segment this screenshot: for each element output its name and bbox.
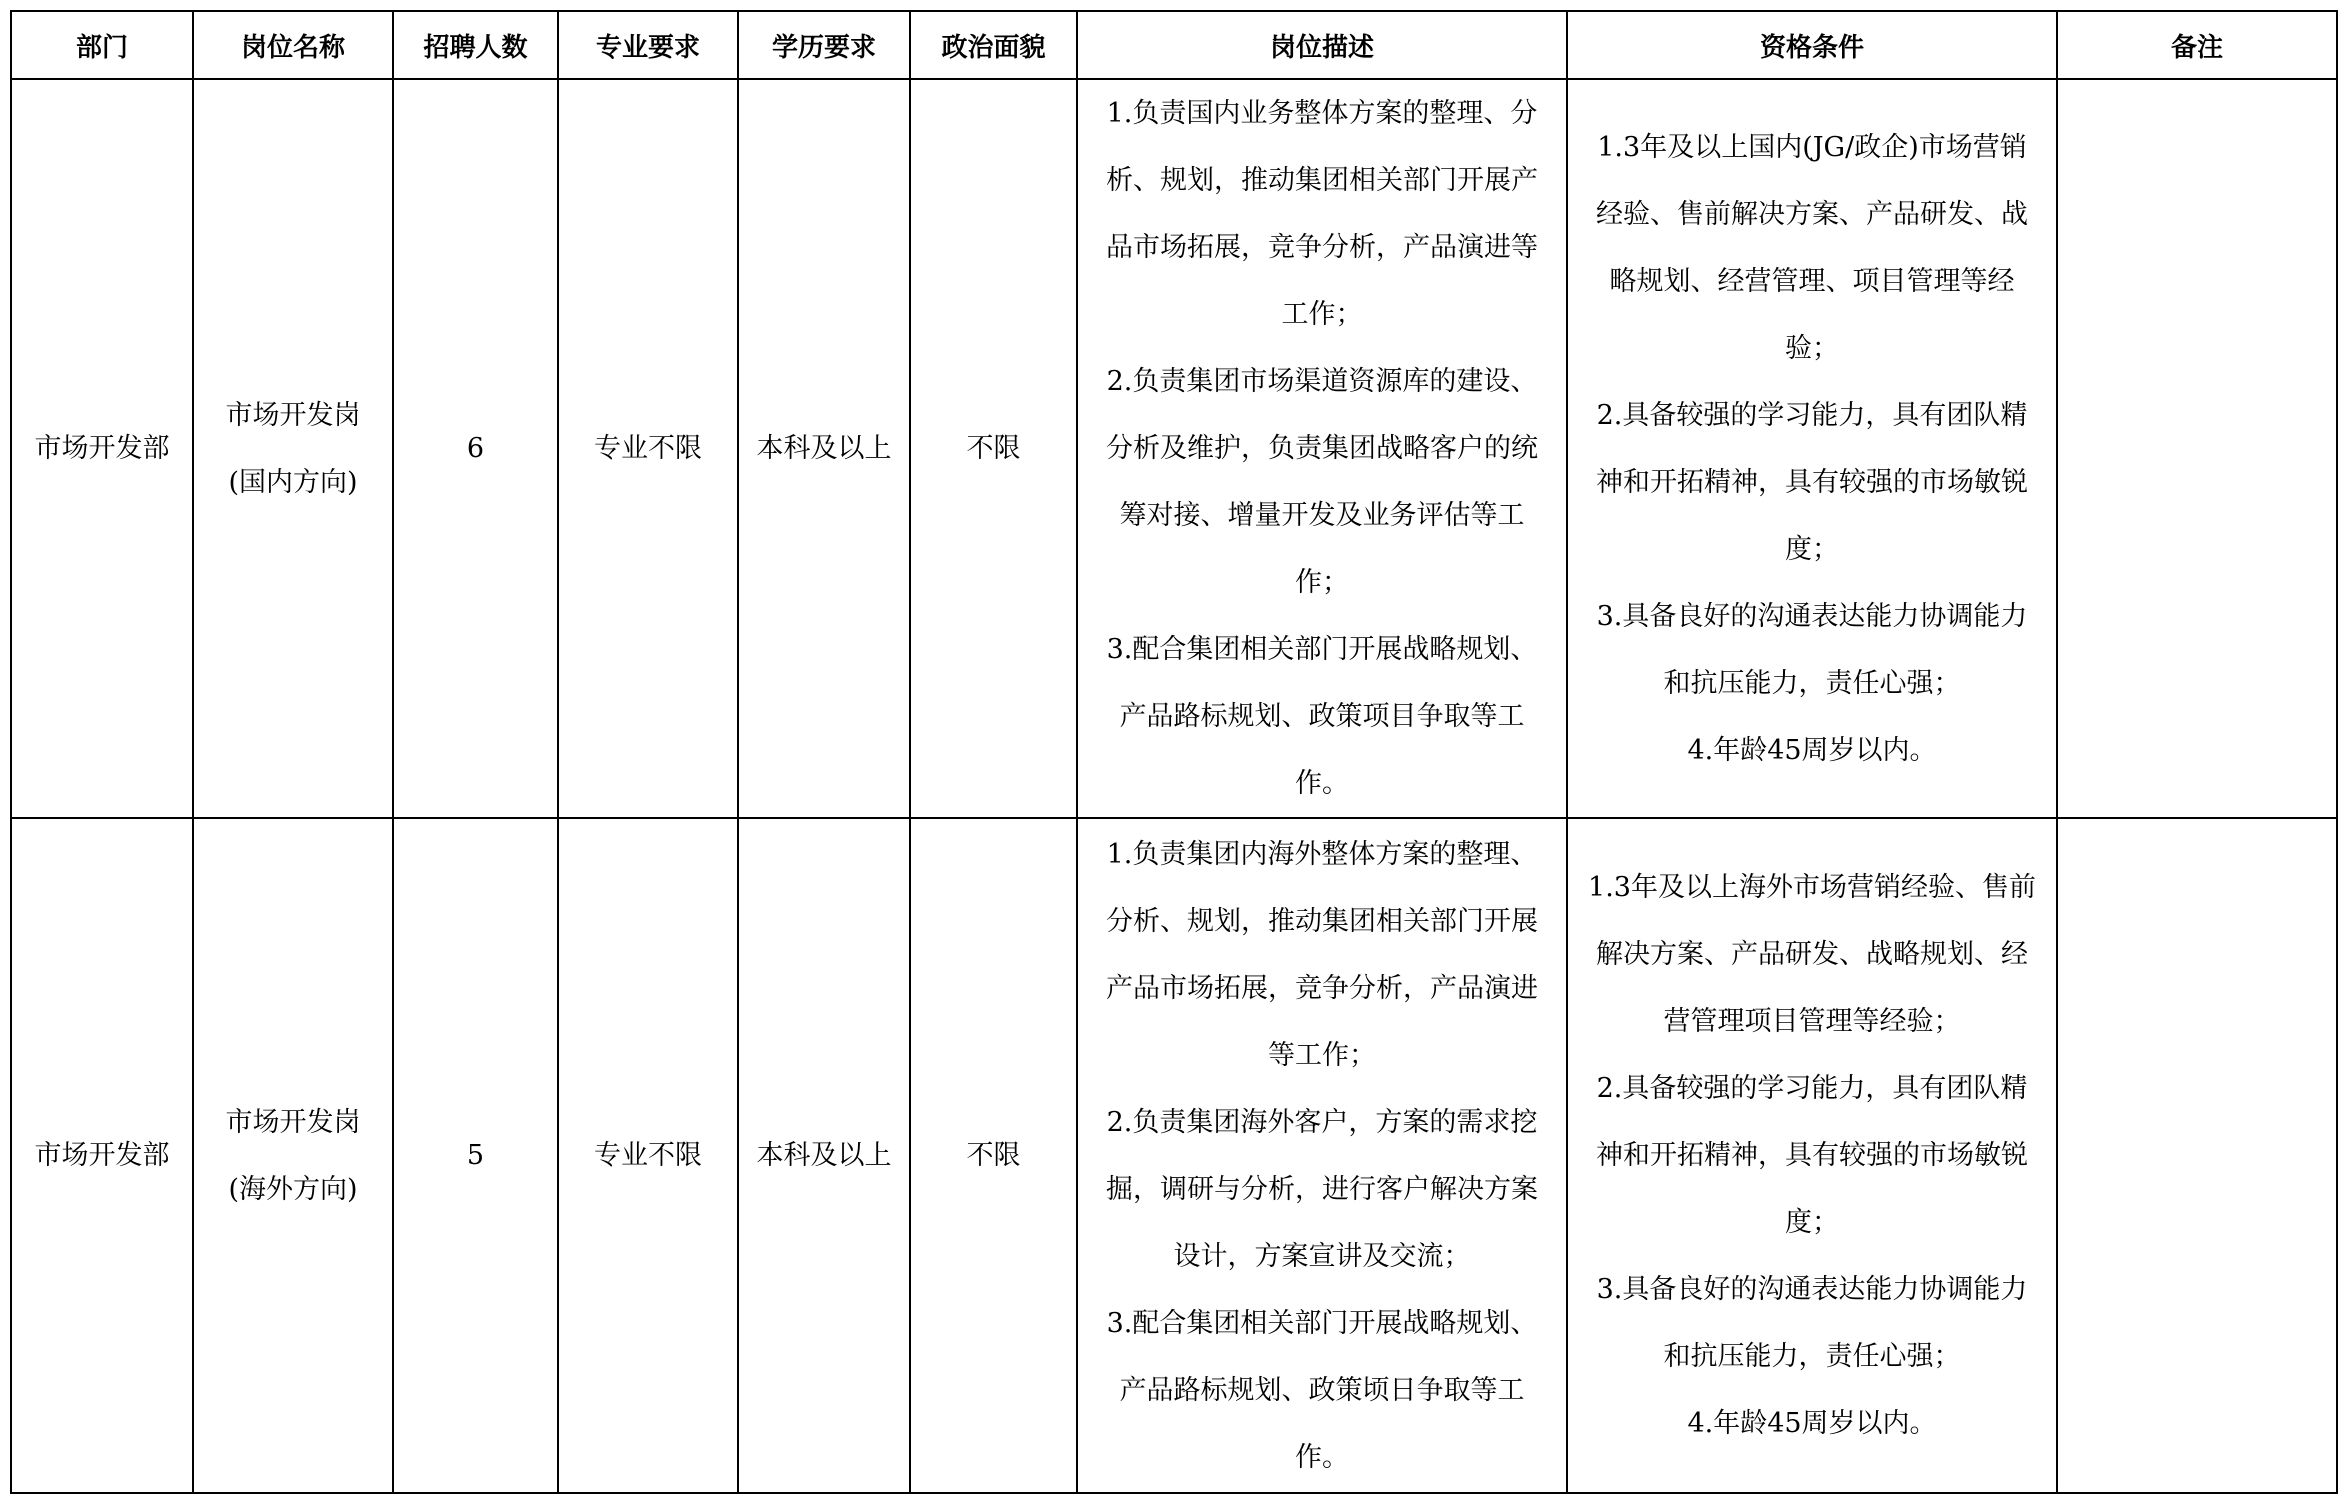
remarks-cell [2057, 818, 2337, 1493]
qualifications-text: 1.3年及以上海外市场营销经验、售前解决方案、产品研发、战略规划、经营管理项目管理等经验； 2.具备较强的学习能力，具有团队精神和开拓精神，具有较强的市场敏锐度； 3.具备良好的沟通表达能力协调能力和抗压能力，责任心强； 4.年龄45周岁以内。 [1588, 872, 2036, 1439]
header-position-name: 岗位名称 [193, 11, 393, 79]
job-description-cell [1077, 818, 1567, 1493]
header-qualifications: 资格条件 [1567, 11, 2057, 79]
job-description-cell [1077, 79, 1567, 818]
job-posting-table [10, 10, 2338, 1494]
department-cell: 市场开发部 [11, 79, 193, 818]
education-cell: 本科及以上 [738, 79, 910, 818]
education-cell: 本科及以上 [738, 818, 910, 1493]
department-cell: 市场开发部 [11, 818, 193, 1493]
qualifications-cell [1567, 79, 2057, 818]
position-name-line: 市场开发岗 [225, 1106, 361, 1138]
table-row [11, 818, 2337, 1493]
qualifications-text: 1.3年及以上国内(JG/政企)市场营销经验、售前解决方案、产品研发、战略规划、经营管理、项目管理等经验； 2.具备较强的学习能力，具有团队精神和开拓精神，具有较强的市场敏锐度； 3.具备良好的沟通表达能力协调能力和抗压能力，责任心强； 4.年龄45周岁以内。 [1596, 131, 2028, 766]
header-job-description: 岗位描述 [1077, 11, 1567, 79]
header-row [11, 11, 2337, 79]
position-direction-line: (海外方向) [228, 1173, 358, 1205]
political-status-cell: 不限 [910, 79, 1077, 818]
major-cell: 专业不限 [558, 818, 738, 1493]
qualifications-cell [1567, 818, 2057, 1493]
position-direction-line: (国内方向) [228, 466, 358, 498]
position-name-cell [193, 79, 393, 818]
job-description-text: 1.负责国内业务整体方案的整理、分析、规划，推动集团相关部门开展产品市场拓展，竞争分析，产品演进等工作； 2.负责集团市场渠道资源库的建设、分析及维护，负责集团战略客户的统筹对接、增量开发及业务评估等工作； 3.配合集团相关部门开展战略规划、产品路标规划、政策项目争取等工作。 [1106, 98, 1538, 799]
header-political-status: 政治面貌 [910, 11, 1077, 79]
position-name-cell [193, 818, 393, 1493]
remarks-cell [2057, 79, 2337, 818]
header-education: 学历要求 [738, 11, 910, 79]
header-headcount: 招聘人数 [393, 11, 558, 79]
job-description-text: 1.负责集团内海外整体方案的整理、分析、规划，推动集团相关部门开展产品市场拓展，竞争分析，产品演进等工作； 2.负责集团海外客户，方案的需求挖掘，调研与分析，进行客户解决方案设计，方案宣讲及交流； 3.配合集团相关部门开展战略规划、产品路标规划、政策顷日争取等工作。 [1106, 838, 1538, 1473]
political-status-cell: 不限 [910, 818, 1077, 1493]
header-remarks: 备注 [2057, 11, 2337, 79]
header-major: 专业要求 [558, 11, 738, 79]
headcount-cell: 6 [393, 79, 558, 818]
position-name-line: 市场开发岗 [225, 399, 361, 431]
major-cell: 专业不限 [558, 79, 738, 818]
header-department: 部门 [11, 11, 193, 79]
headcount-cell: 5 [393, 818, 558, 1493]
table-row [11, 79, 2337, 818]
